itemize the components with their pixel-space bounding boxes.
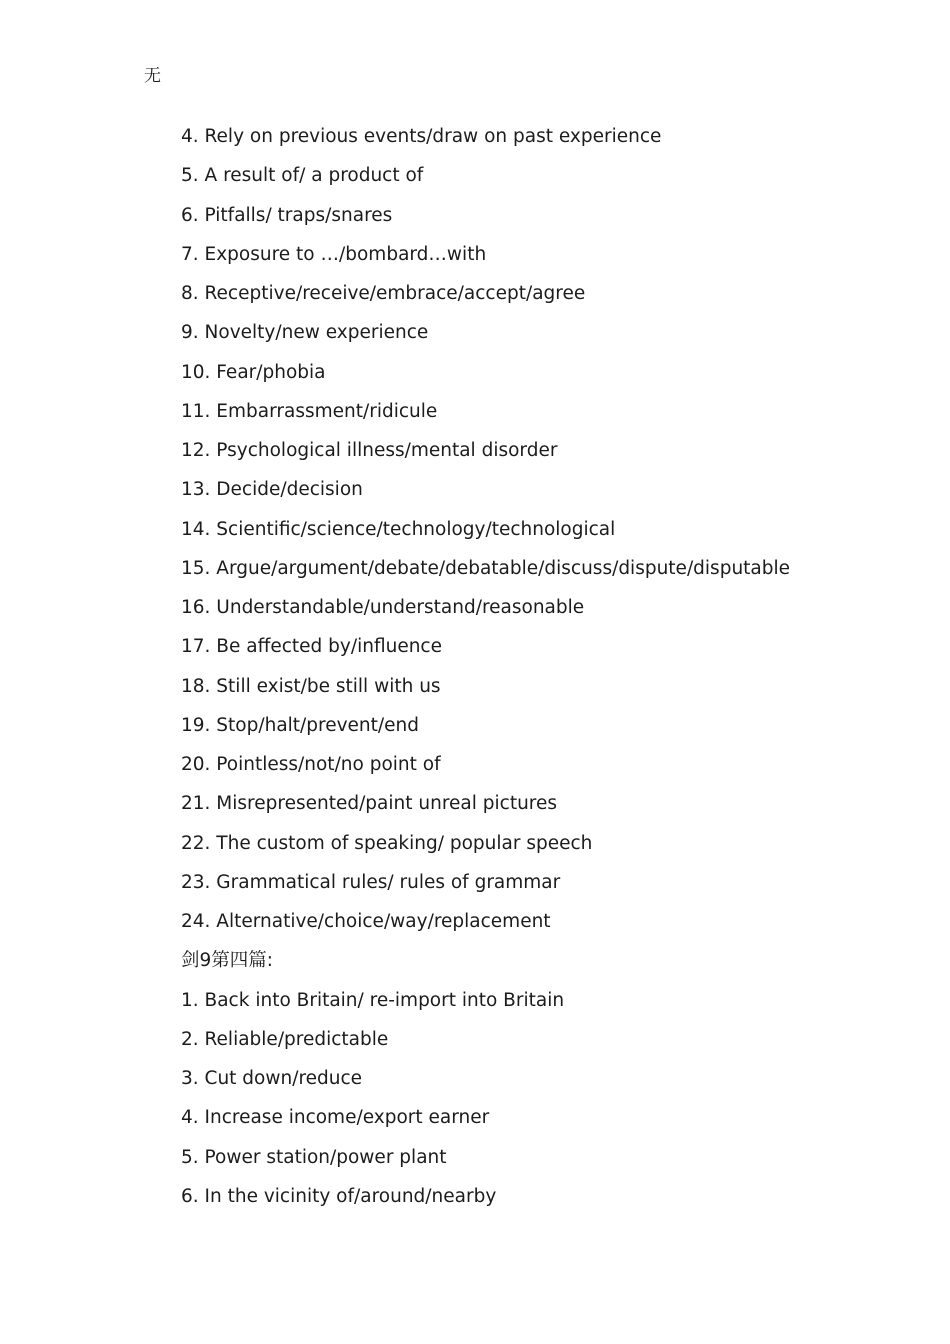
list-item: 7. Exposure to …/bombard…with <box>181 243 487 265</box>
list-item: 4. Rely on previous events/draw on past experience <box>181 126 662 147</box>
list-item: 11. Embarrassment/ridicule <box>181 400 438 422</box>
list-item: 16. Understandable/understand/reasonable <box>181 597 585 618</box>
list-item: 19. Stop/halt/prevent/end <box>181 714 419 736</box>
list-item: 15. Argue/argument/debate/debatable/discuss/dispute/disputable <box>181 557 791 579</box>
list-item: 1. Back into Britain/ re-import into Britain <box>181 989 565 1011</box>
list-item: 5. Power station/power plant <box>181 1146 447 1168</box>
list-item: 13. Decide/decision <box>181 479 363 501</box>
list-item: 6. In the vicinity of/around/nearby <box>181 1185 497 1207</box>
list-item: 5. A result of/ a product of <box>181 165 424 187</box>
list-item: 12. Psychological illness/mental disorder <box>181 440 558 461</box>
list-item: 22. The custom of speaking/ popular speech <box>181 832 593 854</box>
list-item: 6. Pitfalls/ traps/snares <box>181 204 393 226</box>
list-item: 20. Pointless/not/no point of <box>181 754 441 775</box>
list-item: 10. Fear/phobia <box>181 361 326 383</box>
list-item: 14. Scientific/science/technology/technological <box>181 518 616 540</box>
list-item: 23. Grammatical rules/ rules of grammar <box>181 871 561 893</box>
list-item: 18. Still exist/be still with us <box>181 675 441 697</box>
header-mark: 无 <box>144 66 161 86</box>
list-item: 21. Misrepresented/paint unreal pictures <box>181 793 558 815</box>
list-item: 3. Cut down/reduce <box>181 1068 363 1089</box>
list-item: 9. Novelty/new experience <box>181 322 429 344</box>
list-item: 8. Receptive/receive/embrace/accept/agree <box>181 283 586 304</box>
list-item: 4. Increase income/export earner <box>181 1107 490 1129</box>
list-item: 17. Be affected by/influence <box>181 636 442 658</box>
vocabulary-list <box>181 124 921 1223</box>
list-item: 2. Reliable/predictable <box>181 1028 389 1050</box>
list-item: 24. Alternative/choice/way/replacement <box>181 911 551 932</box>
section-heading: 剑9第四篇: <box>181 950 274 972</box>
